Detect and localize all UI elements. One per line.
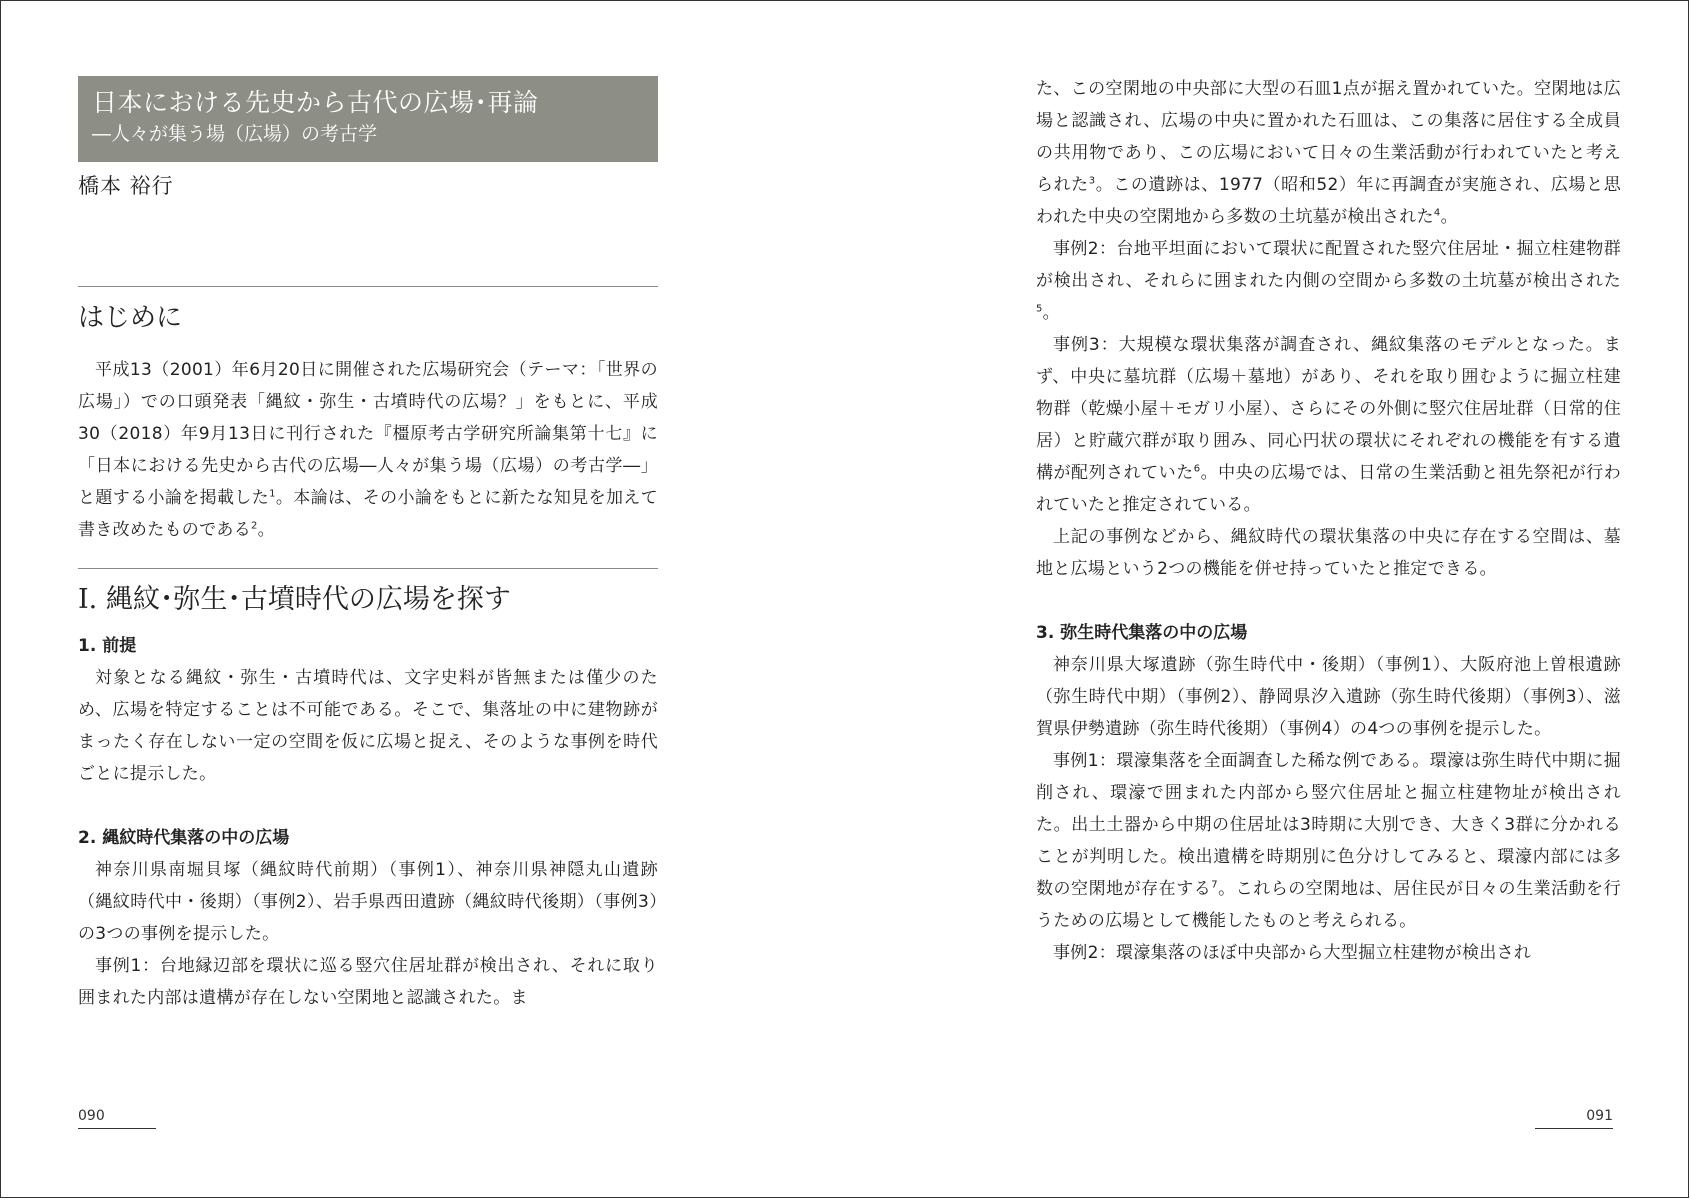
article-title: 日本における先史から古代の広場･再論 — [92, 88, 539, 117]
continued-paragraph: た、この空閑地の中央部に大型の石皿1点が据え置かれていた。空閑地は広場と認識され、広場の中央に置かれた石皿は、この集落に居住する全成員の共用物であり、この広場において日々の生業活動が行われていたと考えられた$^3$。この遺跡は、1977（昭和52）年に再調査が実施され、広場と思われた中央の空閑地から多数の土坑墓が検出された$^4$。 — [1036, 79, 1621, 227]
sub1-heading: 1. 前提 — [78, 636, 137, 656]
author-name: 橋本 裕行 — [78, 174, 174, 198]
sub3-heading: 3. 弥生時代集落の中の広場 — [1036, 623, 1248, 643]
sub2-paragraph1: 神奈川県南堀貝塚（縄紋時代前期）（事例1）、神奈川県神隠丸山遺跡（縄紋時代中・後期）（事例2）、岩手県西田遺跡（縄紋時代後期）（事例3）の3つの事例を提示した。 — [78, 860, 658, 944]
page-number-left: 090 — [78, 1108, 156, 1129]
section-divider — [78, 286, 658, 287]
title-box — [78, 76, 658, 162]
page-number-right: 091 — [1535, 1108, 1613, 1129]
sub2-paragraph2: 事例1：台地縁辺部を環状に巡る竪穴住居址群が検出され、それに取り囲まれた内部は遺構が存在しない空閑地と認識された。ま — [78, 956, 658, 1008]
right-page — [846, 1, 1690, 1197]
yayoi-example2-paragraph: 事例2：環濠集落のほぼ中央部から大型掘立柱建物が検出され — [1053, 943, 1532, 963]
example2-paragraph: 事例2：台地平坦面において環状に配置された竪穴住居址・掘立柱建物群が検出され、それらに囲まれた内側の空間から多数の土坑墓が検出された$^5$。 — [1036, 239, 1621, 323]
section1-heading: Ⅰ. 縄紋･弥生･古墳時代の広場を探す — [78, 584, 511, 615]
intro-heading: はじめに — [78, 303, 183, 333]
footnote-ref: 1 — [269, 488, 276, 500]
intro-paragraph: 平成13（2001）年6月20日に開催された広場研究会（テーマ：「世界の広場」）での口頭発表「縄紋・弥生・古墳時代の広場？」をもとに、平成30（2018）年9月13日に刊行された『橿原考古学研究所論集第十七』に「日本における先史から古代の広場―人々が集う場（広場）の考古学―」と題する小論を掲載した$^1$。本論は、その小論をもとに新たな知見を加えて書き改めたものである$^2$。 — [78, 360, 658, 540]
section-divider — [78, 568, 658, 569]
footnote-ref: 3 — [1088, 175, 1096, 187]
summary-paragraph: 上記の事例などから、縄紋時代の環状集落の中央に存在する空間は、墓地と広場という2つの機能を併せ持っていたと推定できる。 — [1036, 527, 1621, 579]
footnote-ref: 7 — [1211, 879, 1218, 891]
sub1-paragraph: 対象となる縄紋・弥生・古墳時代は、文字史料が皆無または僅少のため、広場を特定することは不可能である。そこで、集落址の中に建物跡がまったく存在しない一定の空間を仮に広場と捉え、そのような事例を時代ごとに提示した。 — [78, 668, 658, 784]
yayoi-intro-paragraph: 神奈川県大塚遺跡（弥生時代中・後期）（事例1）、大阪府池上曽根遺跡（弥生時代中期）（事例2）、静岡県汐入遺跡（弥生時代後期）（事例3）、滋賀県伊勢遺跡（弥生時代後期）（事例4）の4つの事例を提示した。 — [1036, 655, 1621, 739]
right-column — [1036, 73, 1621, 969]
footnote-ref: 2 — [251, 520, 258, 532]
yayoi-example1-paragraph: 事例1：環濠集落を全面調査した稀な例である。環濠は弥生時代中期に掘削され、環濠で囲まれた内部から竪穴住居址と掘立柱建物址が検出された。出土土器から中期の住居址は3時期に大別でき、大きく3群に分かれることが判明した。検出遺構を時期別に色分けしてみると、環濠内部には多数の空閑地が存在する$^7$。これらの空閑地は、居住民が日々の生業活動を行うための広場として機能したものと考えられる。 — [1036, 751, 1621, 931]
left-page — [1, 1, 846, 1197]
footnote-ref: 4 — [1433, 207, 1441, 219]
footnote-ref: 6 — [1193, 463, 1201, 475]
footnote-ref: 5 — [1036, 303, 1043, 315]
article-subtitle: ―人々が集う場（広場）の考古学 — [92, 123, 378, 145]
sub2-heading: 2. 縄紋時代集落の中の広場 — [78, 828, 290, 848]
left-column — [78, 76, 658, 1014]
example3-paragraph: 事例3：大規模な環状集落が調査され、縄紋集落のモデルとなった。まず、中央に墓坑群（広場＋墓地）があり、それを取り囲むように掘立柱建物群（乾燥小屋＋モガリ小屋）、さらにその外側に竪穴住居址群（日常的住居）と貯蔵穴群が取り囲み、同心円状の環状にそれぞれの機能を有する遺構が配列されていた$^6$。中央の広場では、日常の生業活動と祖先祭祀が行われていたと推定されている。 — [1036, 335, 1622, 515]
